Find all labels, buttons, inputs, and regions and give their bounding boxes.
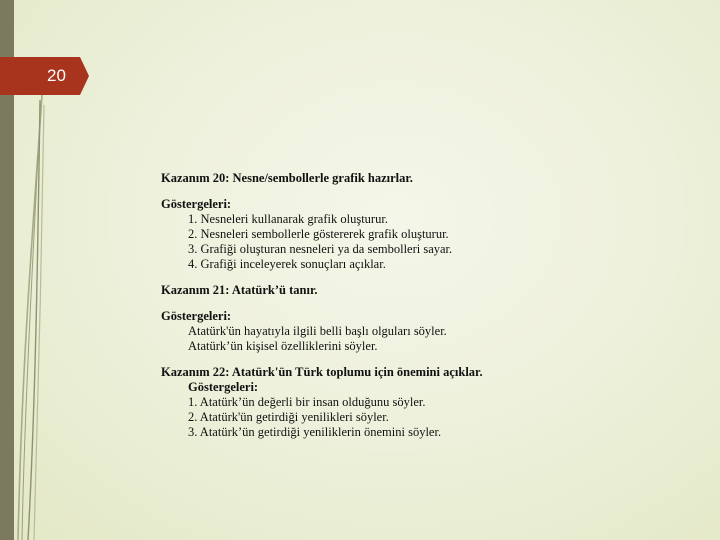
list-item: 4. Grafiği inceleyerek sonuçları açıklar. bbox=[188, 257, 386, 271]
list-item: 1. Atatürk’ün değerli bir insan olduğunu söyler. bbox=[188, 395, 426, 409]
list-item: 2. Atatürk'ün getirdiği yenilikleri söyler. bbox=[188, 410, 389, 424]
page-number-tab bbox=[0, 57, 89, 95]
list-item: Atatürk'ün hayatıyla ilgili belli başlı olguları söyler. bbox=[188, 324, 447, 338]
k21-indicators-label: Göstergeleri: bbox=[161, 309, 232, 323]
list-item: 3. Atatürk’ün getirdiği yeniliklerin önemini söyler. bbox=[188, 425, 442, 439]
k21-heading: Kazanım 21: Atatürk’ü tanır. bbox=[161, 283, 318, 297]
k22-heading: Kazanım 22: Atatürk'ün Türk toplumu için önemini açıklar. bbox=[161, 365, 483, 379]
decorative-lines bbox=[14, 95, 74, 540]
k22-indicators-label: Göstergeleri: bbox=[188, 380, 259, 394]
k20-heading: Kazanım 20: Nesne/sembollerle grafik hazırlar. bbox=[161, 171, 413, 185]
list-item: 3. Grafiği oluşturan nesneleri ya da sembolleri sayar. bbox=[188, 242, 453, 256]
list-item: 2. Nesneleri sembollerle göstererek grafik oluşturur. bbox=[188, 227, 449, 241]
page-number: 20 bbox=[47, 66, 66, 85]
list-item: 1. Nesneleri kullanarak grafik oluşturur. bbox=[188, 212, 388, 226]
list-item: Atatürk’ün kişisel özelliklerini söyler. bbox=[188, 339, 378, 353]
k20-indicators-label: Göstergeleri: bbox=[161, 197, 232, 211]
slide-content bbox=[161, 171, 681, 440]
